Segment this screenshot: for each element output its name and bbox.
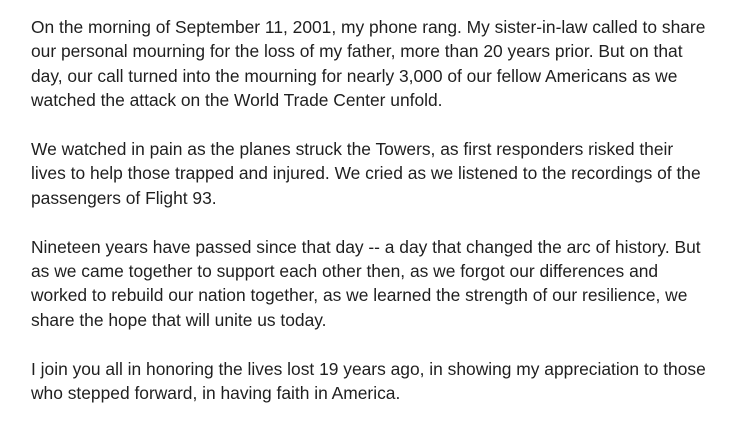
message-body	[31, 15, 731, 405]
paragraph-2: We watched in pain as the planes struck the Towers, as first responders risked their lives to help those trapped and injured. We cried as we listened to the recordings of the passengers of Flight 93.	[31, 139, 701, 208]
paragraph-1: On the morning of September 11, 2001, my phone rang. My sister-in-law called to share our personal mourning for the loss of my father, more than 20 years prior. But on that day, our call turned into the mourning for nearly 3,000 of our fellow Americans as we watched the attack on the World Trade Center unfold.	[31, 17, 706, 111]
paragraph-3: Nineteen years have passed since that day -- a day that changed the arc of history. But as we came together to support each other then, as we forgot our differences and worked to rebuild our nation together, as we learned the strength of our resilience, we share the hope that will unite us today.	[31, 236, 701, 330]
paragraph-4: I join you all in honoring the lives lost 19 years ago, in showing my appreciation to those who stepped forward, in having faith in America.	[31, 358, 706, 404]
